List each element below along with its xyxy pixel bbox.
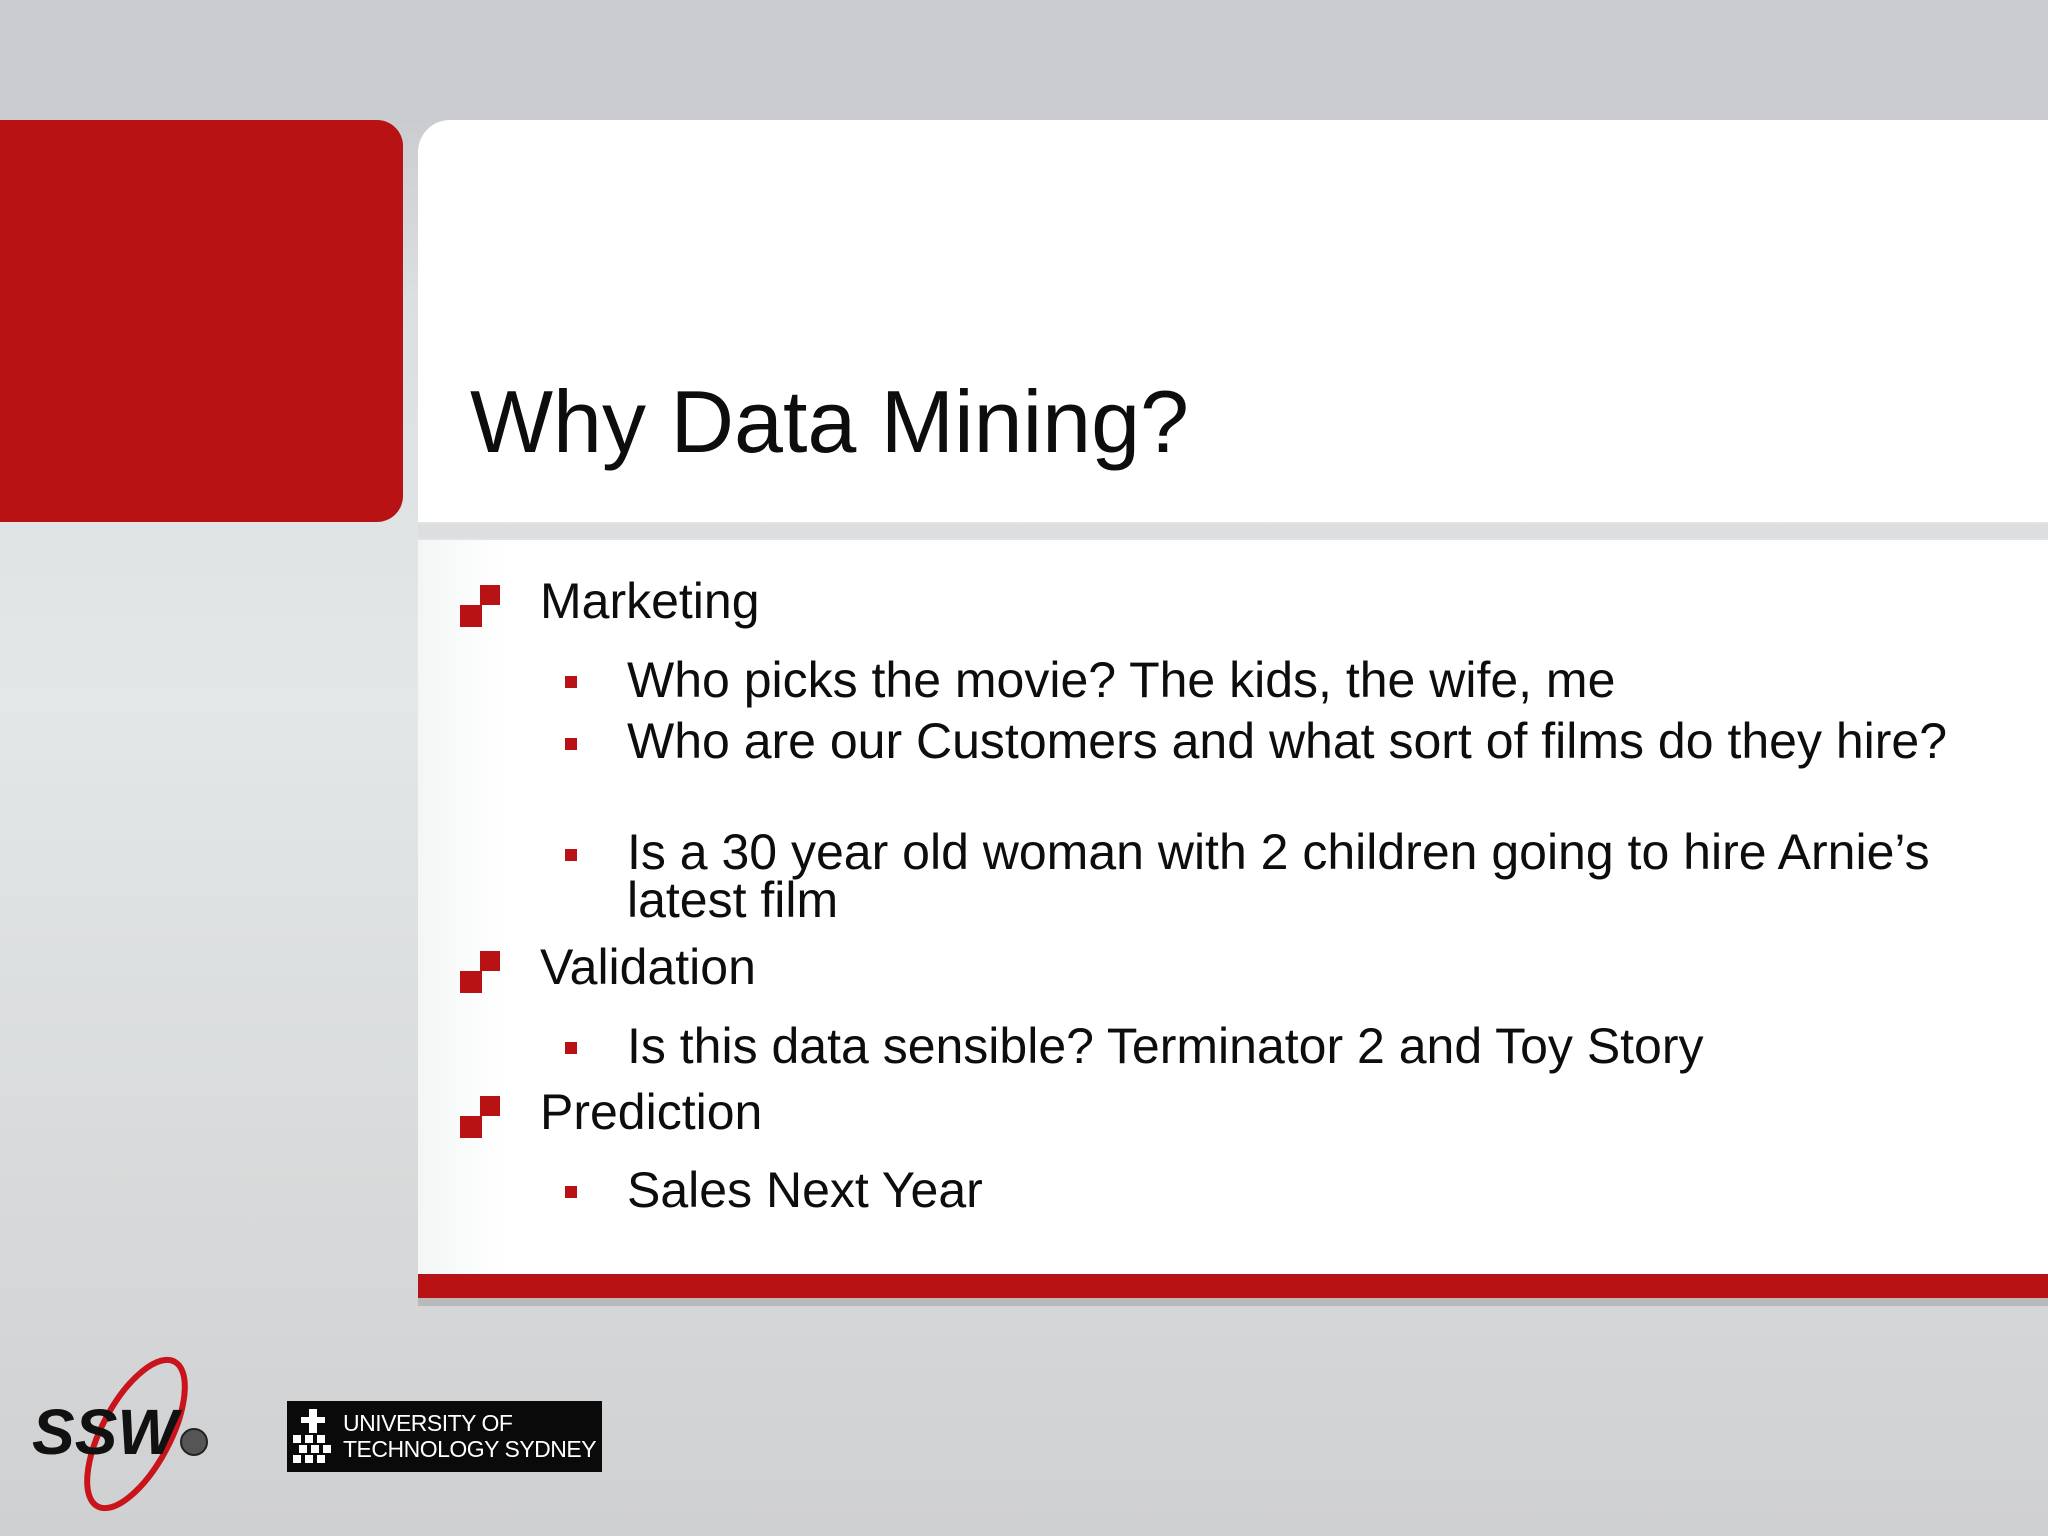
sub-bullet-text: Is this data sensible? Terminator 2 and Toy Story <box>627 1018 1704 1074</box>
level1-bullet-icon <box>460 1096 502 1138</box>
level2-bullet-icon <box>565 1186 577 1198</box>
uts-crest-icon <box>291 1407 335 1467</box>
slide-title: Why Data Mining? <box>470 372 1189 471</box>
level1-bullet-icon <box>460 951 502 993</box>
level2-bullet-icon <box>565 1042 577 1054</box>
bullet-prediction: Prediction <box>540 1084 763 1140</box>
sub-bullet-text: Sales Next Year <box>627 1162 983 1218</box>
svg-text:SSW: SSW <box>32 1396 178 1468</box>
level2-bullet-icon <box>565 738 577 750</box>
uts-logo <box>287 1401 602 1472</box>
title-divider <box>418 524 2048 538</box>
sub-bullet-text: Who picks the movie? The kids, the wife, me <box>627 652 1616 708</box>
ssw-logo <box>28 1352 236 1516</box>
level1-bullet-icon <box>460 585 502 627</box>
level2-bullet-icon <box>565 849 577 861</box>
sub-bullet-text: Is a 30 year old woman with 2 children going to hire Arnie’s latest film <box>627 824 1930 928</box>
footer-red-bar <box>418 1274 2048 1298</box>
bullet-marketing: Marketing <box>540 573 760 629</box>
footer-bar-shadow <box>418 1298 2048 1306</box>
bullet-validation: Validation <box>540 939 756 995</box>
uts-line1: UNIVERSITY OF <box>343 1410 513 1436</box>
sub-bullet-text: Who are our Customers and what sort of films do they hire? <box>627 713 1948 769</box>
title-accent-block <box>0 120 403 522</box>
uts-line2: TECHNOLOGY SYDNEY <box>343 1436 597 1462</box>
level2-bullet-icon <box>565 676 577 688</box>
